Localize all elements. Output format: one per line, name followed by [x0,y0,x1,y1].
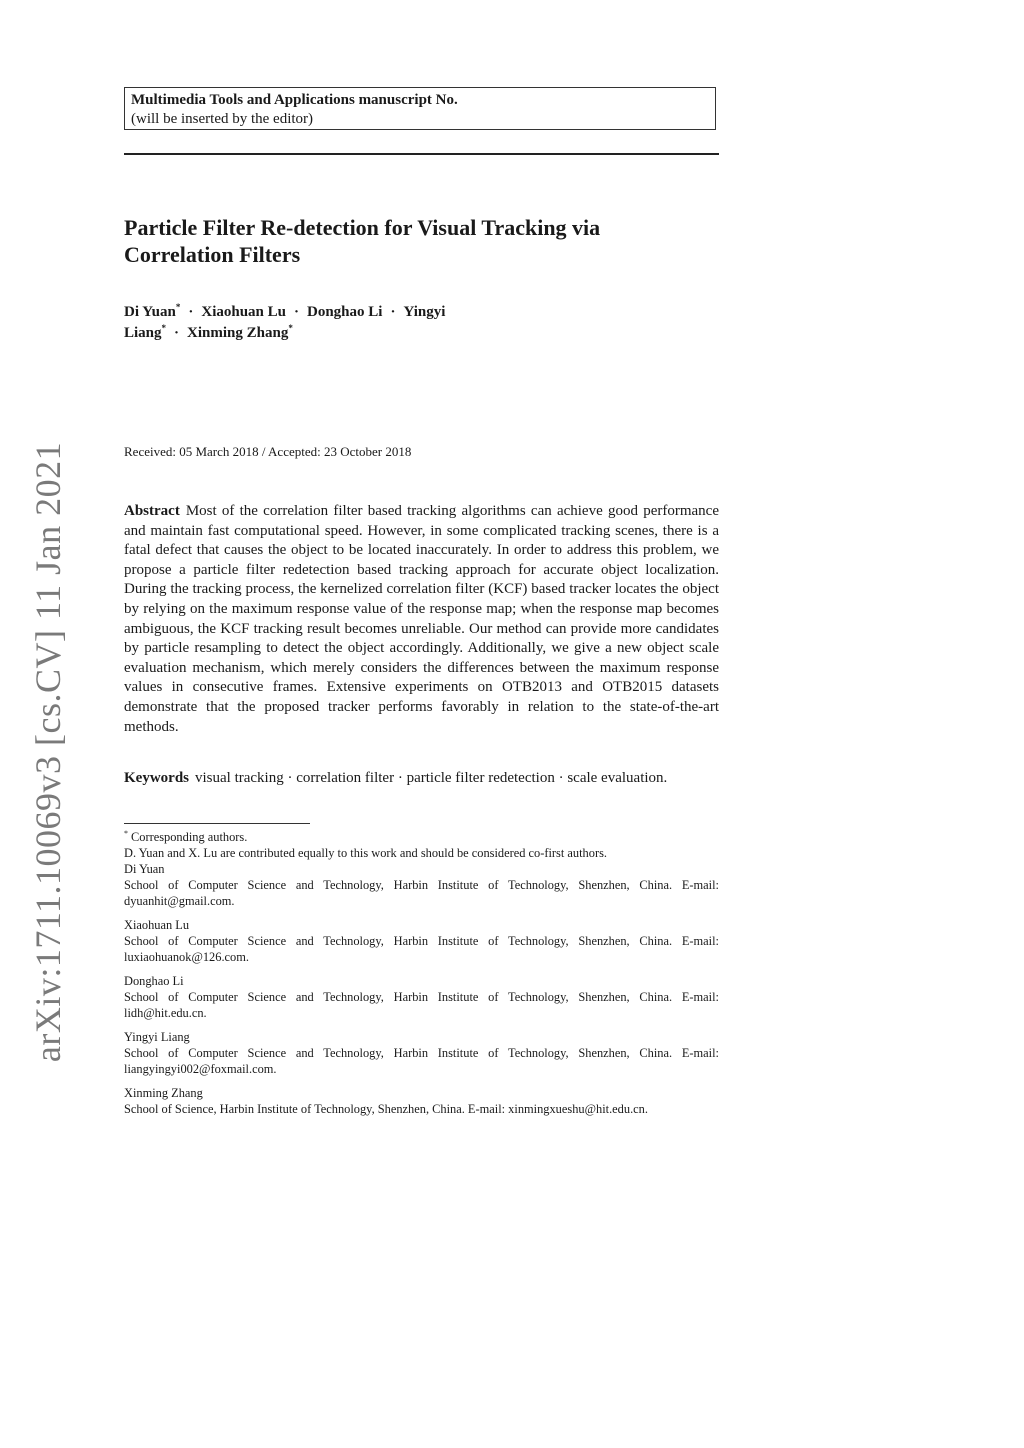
author-yingyi-first: Yingyi [403,304,446,320]
affiliation-address: School of Computer Science and Technology, Harbin Institute of Technology, Shenzhen, China. E-mail: luxiaohuanok@126.com. [124,934,719,964]
author-di-yuan: Di Yuan [124,304,176,320]
keywords-label: Keywords [124,770,189,786]
arxiv-identifier: arXiv:1711.10069v3 [cs.CV] 11 Jan 2021 [28,441,68,1063]
affiliation-entry [124,1085,719,1117]
journal-header-box [124,87,716,130]
author-list [124,302,724,344]
journal-name: Multimedia Tools and Applications manuscript No. [131,92,458,108]
affiliation-entry [124,973,719,1021]
title-line-2: Correlation Filters [124,242,301,267]
affiliation-address: School of Science, Harbin Institute of Technology, Shenzhen, China. E-mail: xinmingxueshu@hit.edu.cn. [124,1102,648,1116]
abstract [124,502,719,737]
footnote-corresponding [124,829,719,845]
author-xiaohuan-lu: Xiaohuan Lu [201,304,286,320]
header-rule [124,153,719,155]
paper-title [124,214,724,268]
affiliation-name: Donghao Li [124,974,184,988]
footnotes [124,829,719,1117]
keywords-text: visual tracking · correlation filter · particle filter redetection · scale evaluation. [195,770,668,786]
author-separator: · [293,304,299,320]
affiliation-name: Di Yuan [124,862,165,876]
received-accepted-dates: Received: 05 March 2018 / Accepted: 23 October 2018 [124,444,412,459]
author-line-2 [124,323,724,344]
author-line-1 [124,302,724,323]
affiliation-entry [124,1029,719,1077]
author-separator: · [174,325,180,341]
affiliation-entry [124,917,719,965]
affiliation-name: Yingyi Liang [124,1030,190,1044]
footnote-rule [124,823,310,824]
corresponding-mark: * [161,323,167,333]
corresponding-mark: * [175,302,181,312]
abstract-text: Most of the correlation filter based tracking algorithms can achieve good performance and maintain fast computational speed. However, in some complicated tracking scenes, there is a fatal defect that causes the object to be located inaccurately. In order to address this problem, we propose a particle filter redetection based tracking approach for accurate object localization. During the tracking process, the kernelized correlation filter (KCF) based tracker locates the object by relying on the maximum response value of the response map; when the response map becomes ambiguous, the KCF tracking result becomes unreliable. Our method can provide more candidates by particle resampling to detect the object accordingly. Additionally, we give a new object scale evaluation mechanism, which merely considers the differences between the maximum response values in consecutive frames. Extensive experiments on OTB2013 and OTB2015 datasets demonstrate that the proposed tracker performs favorably in relation to the state-of-the-art methods. [124,503,719,735]
affiliation-address: School of Computer Science and Technology, Harbin Institute of Technology, Shenzhen, China. E-mail: lidh@hit.edu.cn. [124,990,719,1020]
keywords [124,769,719,789]
footnote-mark: * [124,828,128,838]
author-liang-last: Liang [124,325,162,341]
author-separator: · [188,304,194,320]
author-xinming-zhang: Xinming Zhang [187,325,289,341]
author-separator: · [390,304,396,320]
footnote-equal-contribution: D. Yuan and X. Lu are contributed equally to this work and should be considered co-first authors. [124,846,607,860]
author-donghao-li: Donghao Li [307,304,383,320]
affiliation-entry [124,861,719,909]
affiliation-address: School of Computer Science and Technology, Harbin Institute of Technology, Shenzhen, China. E-mail: liangyingyi002@foxmail.com. [124,1046,719,1076]
abstract-label: Abstract [124,503,180,519]
corresponding-mark: * [288,323,293,333]
title-line-1: Particle Filter Re-detection for Visual Tracking via [124,215,601,240]
affiliation-name: Xinming Zhang [124,1086,203,1100]
affiliation-name: Xiaohuan Lu [124,918,190,932]
footnote-corresponding-text: Corresponding authors. [131,830,248,844]
editor-note: (will be inserted by the editor) [131,111,314,127]
affiliation-address: School of Computer Science and Technology, Harbin Institute of Technology, Shenzhen, China. E-mail: dyuanhit@gmail.com. [124,878,719,908]
